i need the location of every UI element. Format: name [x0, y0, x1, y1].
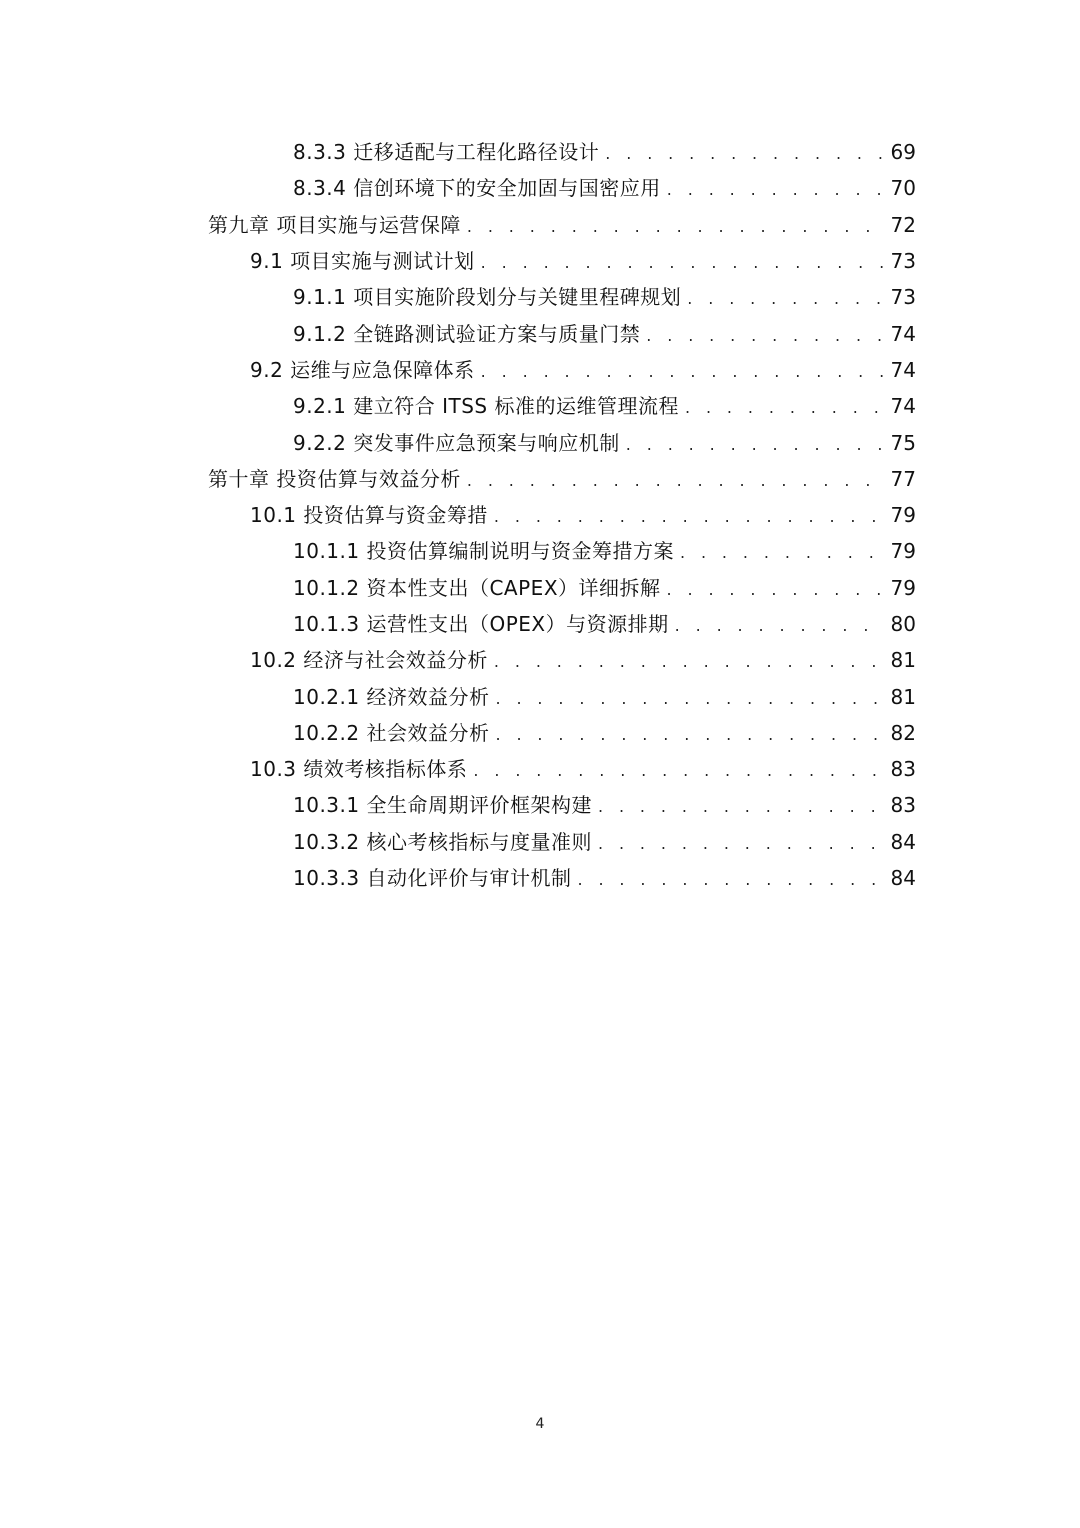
- toc-entry-title: 9.1.1 项目实施阶段划分与关键里程碑规划: [293, 285, 682, 310]
- toc-entry-title: 10.3.1 全生命周期评价框架构建: [293, 793, 592, 818]
- toc-entry[interactable]: [0, 715, 1080, 751]
- toc-entry-page-number: 73: [890, 285, 916, 310]
- toc-dot-leader: [675, 608, 885, 644]
- toc-entry-page-number: 79: [890, 575, 916, 600]
- toc-entry-page-number: 82: [890, 720, 916, 745]
- toc-dot-leader: [494, 644, 885, 680]
- toc-entry-page-number: 84: [890, 829, 916, 854]
- toc-entry-title: 9.1 项目实施与测试计划: [250, 249, 475, 274]
- toc-dot-leader: [494, 499, 885, 535]
- toc-entry[interactable]: [0, 279, 1080, 315]
- toc-entry[interactable]: [0, 424, 1080, 460]
- toc-entry-title: 10.1 投资估算与资金筹措: [250, 503, 488, 528]
- toc-entry[interactable]: [0, 824, 1080, 860]
- toc-entry[interactable]: [0, 642, 1080, 678]
- table-of-contents: [0, 134, 1080, 896]
- toc-entry-title: 10.3.3 自动化评价与审计机制: [293, 866, 572, 891]
- toc-entry-page-number: 70: [890, 176, 916, 201]
- toc-dot-leader: [626, 427, 885, 463]
- toc-entry-page-number: 83: [890, 757, 916, 782]
- toc-entry-title: 9.2.1 建立符合 ITSS 标准的运维管理流程: [293, 394, 679, 419]
- toc-entry-title: 9.2 运维与应急保障体系: [250, 357, 475, 382]
- toc-dot-leader: [577, 862, 884, 898]
- toc-entry[interactable]: [0, 243, 1080, 279]
- toc-entry[interactable]: [0, 751, 1080, 787]
- toc-entry-page-number: 77: [890, 466, 916, 491]
- toc-entry[interactable]: [0, 570, 1080, 606]
- toc-entry-page-number: 81: [890, 648, 916, 673]
- toc-entry[interactable]: [0, 461, 1080, 497]
- toc-entry[interactable]: [0, 315, 1080, 351]
- toc-entry[interactable]: [0, 606, 1080, 642]
- toc-entry[interactable]: [0, 497, 1080, 533]
- toc-entry[interactable]: [0, 787, 1080, 823]
- toc-entry-page-number: 73: [890, 249, 916, 274]
- toc-entry[interactable]: [0, 170, 1080, 206]
- toc-dot-leader: [646, 318, 884, 354]
- toc-entry[interactable]: [0, 678, 1080, 714]
- toc-entry[interactable]: [0, 134, 1080, 170]
- toc-entry[interactable]: [0, 533, 1080, 569]
- toc-entry[interactable]: [0, 860, 1080, 896]
- toc-entry-title: 10.1.1 投资估算编制说明与资金筹措方案: [293, 539, 674, 564]
- toc-entry-title: 9.2.2 突发事件应急预案与响应机制: [293, 430, 620, 455]
- toc-dot-leader: [467, 209, 885, 245]
- toc-entry-title: 10.2 经济与社会效益分析: [250, 648, 488, 673]
- toc-dot-leader: [467, 463, 885, 499]
- toc-entry-page-number: 69: [890, 140, 916, 165]
- toc-entry-page-number: 72: [890, 212, 916, 237]
- toc-entry-title: 10.3.2 核心考核指标与度量准则: [293, 829, 592, 854]
- toc-entry-title: 第九章 项目实施与运营保障: [208, 212, 461, 237]
- toc-entry[interactable]: [0, 352, 1080, 388]
- toc-entry-title: 8.3.3 迁移适配与工程化路径设计: [293, 140, 600, 165]
- toc-dot-leader: [667, 172, 885, 208]
- toc-entry-page-number: 81: [890, 684, 916, 709]
- toc-entry-page-number: 74: [890, 357, 916, 382]
- toc-entry-title: 第十章 投资估算与效益分析: [208, 466, 461, 491]
- toc-entry-page-number: 74: [890, 321, 916, 346]
- toc-entry-title: 10.1.2 资本性支出（CAPEX）详细拆解: [293, 575, 661, 600]
- toc-entry-page-number: 83: [890, 793, 916, 818]
- toc-dot-leader: [495, 681, 884, 717]
- toc-entry-title: 10.1.3 运营性支出（OPEX）与资源排期: [293, 612, 669, 636]
- toc-dot-leader: [680, 535, 885, 571]
- toc-entry-page-number: 80: [890, 612, 916, 636]
- toc-dot-leader: [495, 717, 884, 753]
- toc-entry-page-number: 75: [890, 430, 916, 455]
- toc-entry-page-number: 79: [890, 539, 916, 564]
- toc-entry-title: 10.3 绩效考核指标体系: [250, 757, 468, 782]
- toc-dot-leader: [473, 753, 884, 789]
- toc-dot-leader: [598, 789, 885, 825]
- toc-entry-title: 8.3.4 信创环境下的安全加固与国密应用: [293, 176, 661, 201]
- toc-entry-page-number: 84: [890, 866, 916, 891]
- toc-dot-leader: [598, 826, 885, 862]
- toc-dot-leader: [685, 390, 885, 426]
- toc-entry-title: 9.1.2 全链路测试验证方案与质量门禁: [293, 321, 641, 346]
- toc-entry[interactable]: [0, 207, 1080, 243]
- toc-entry-title: 10.2.2 社会效益分析: [293, 720, 490, 745]
- toc-entry-title: 10.2.1 经济效益分析: [293, 684, 490, 709]
- toc-dot-leader: [687, 281, 884, 317]
- page-number: 4: [535, 1416, 545, 1432]
- toc-entry-page-number: 74: [890, 394, 916, 419]
- toc-entry[interactable]: [0, 388, 1080, 424]
- toc-dot-leader: [605, 136, 884, 172]
- toc-dot-leader: [667, 572, 885, 608]
- toc-dot-leader: [481, 354, 885, 390]
- toc-entry-page-number: 79: [890, 503, 916, 528]
- toc-dot-leader: [481, 245, 885, 281]
